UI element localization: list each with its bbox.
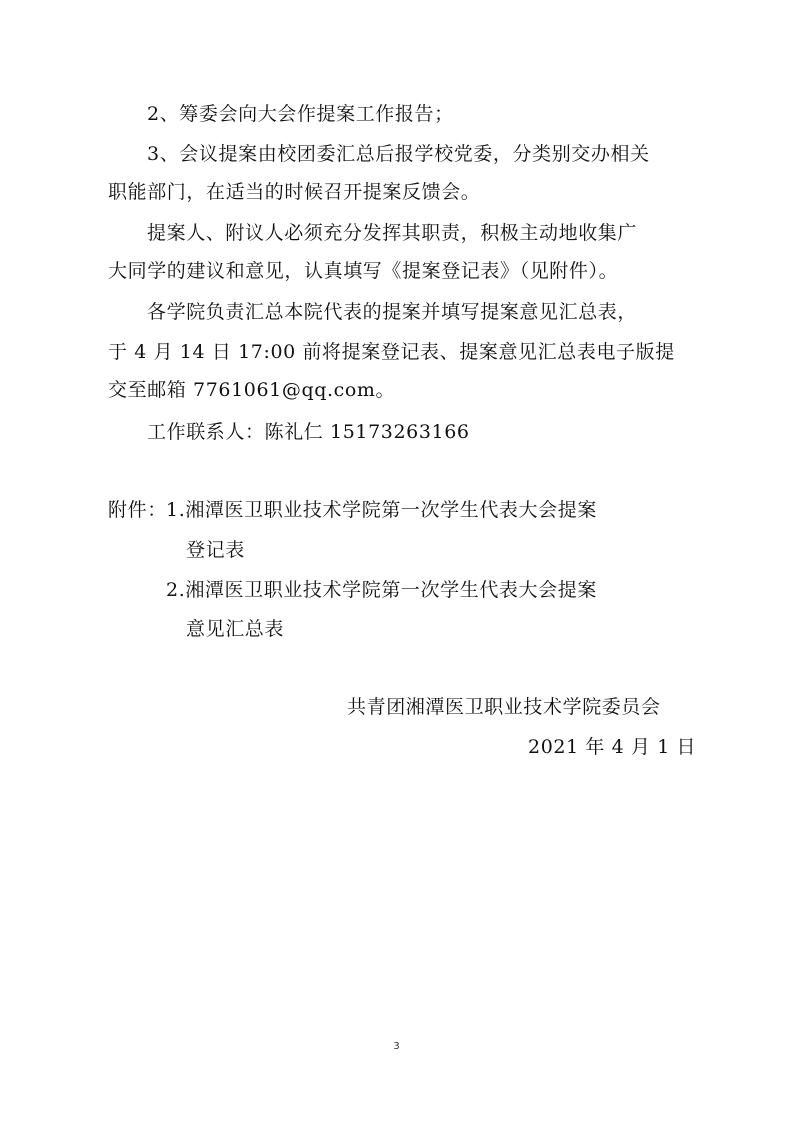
contact-person: 工作联系人：陈礼仁 15173263166: [147, 421, 470, 443]
deadline-paragraph-line-1: 各学院负责汇总本院代表的提案并填写提案意见汇总表，: [147, 301, 638, 323]
attachment-1-line-1: 1.湘潭医卫职业技术学院第一次学生代表大会提案: [166, 499, 597, 521]
item-3-text-line-2: 职能部门，在适当的时候召开提案反馈会。: [108, 181, 481, 203]
attachment-2-line-1: 2.湘潭医卫职业技术学院第一次学生代表大会提案: [166, 579, 597, 601]
page-number: 3: [393, 1041, 400, 1052]
deadline-paragraph-line-3: 交至邮箱 7761061@qq.com。: [108, 379, 396, 401]
attachment-1-line-2: 登记表: [186, 539, 245, 561]
item-3-text-line-1: 3、会议提案由校团委汇总后报学校党委，分类别交办相关: [147, 143, 650, 165]
attachments-label: 附件：: [108, 499, 167, 521]
deadline-paragraph-line-2: 于 4 月 14 日 17:00 前将提案登记表、提案意见汇总表电子版提: [108, 341, 675, 363]
signature-date: 2021 年 4 月 1 日: [528, 736, 697, 758]
attachment-2-line-2: 意见汇总表: [186, 618, 285, 640]
signature-organization: 共青团湘潭医卫职业技术学院委员会: [347, 696, 661, 718]
proposer-paragraph-line-2: 大同学的建议和意见，认真填写《提案登记表》（见附件）。: [108, 260, 619, 282]
item-2-text: 2、筹委会向大会作提案工作报告；: [147, 103, 454, 125]
proposer-paragraph-line-1: 提案人、附议人必须充分发挥其职责，积极主动地收集广: [147, 222, 638, 244]
